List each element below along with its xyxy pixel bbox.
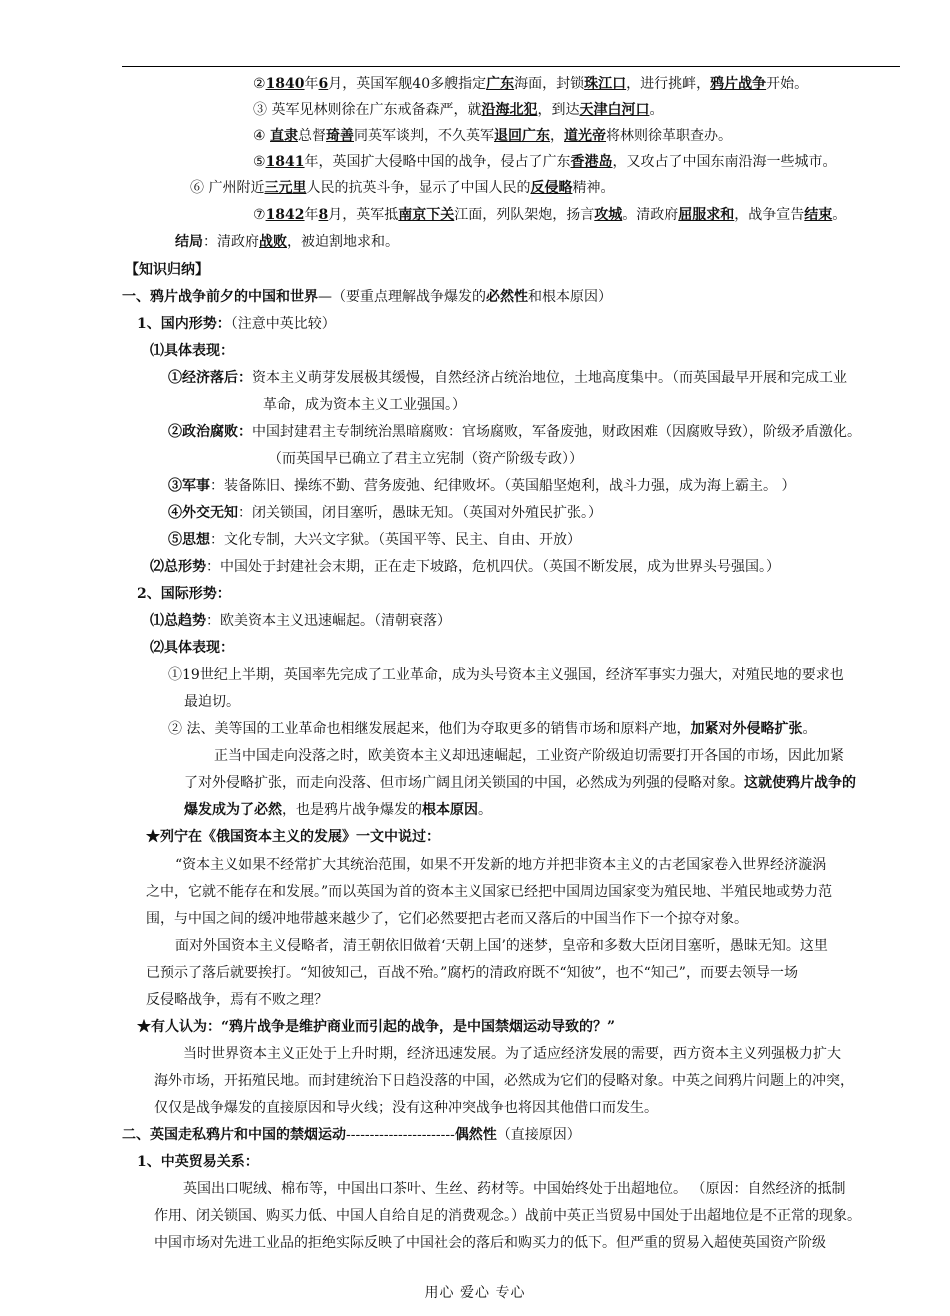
- text-run: “资本主义如果不经常扩大其统治范围，如果不开发新的地方并把非资本主义的古老国家卷入世界经济漩涡: [175, 857, 827, 873]
- text-run: ，战争宣告: [734, 207, 805, 223]
- text-run: 已预示了落后就要挨打。“知彼知己，百战不殆。”腐朽的清政府既不“知彼”，也不“知己”，而要去领导一场: [146, 965, 798, 981]
- text-line: [175, 232, 399, 252]
- text-run: 。清政府: [622, 207, 679, 223]
- text-line: [150, 557, 780, 577]
- text-line: [150, 341, 234, 361]
- text-line: [168, 530, 581, 550]
- text-run: （而英国早已确立了君主立宪制（资产阶级专政））: [268, 451, 583, 467]
- text-run: 海外市场，开拓殖民地。而封建统治下日趋没落的中国，必然成为它们的侵略对象。中英之间鸦片问题上的冲突，: [154, 1073, 854, 1089]
- text-run: ，被迫割地求和。: [287, 234, 399, 250]
- underlined-keyword: 道光帝: [564, 128, 607, 144]
- text-line: [146, 963, 798, 983]
- text-run: 作用、闭关锁国、购买力低、中国人自给自足的消费观念。）战前中英正当贸易中国处于出超地位是不正常的现象。: [154, 1208, 861, 1224]
- text-run: 总督: [298, 128, 327, 144]
- underlined-keyword: 南京下关: [398, 207, 455, 223]
- text-line: [184, 773, 856, 793]
- underlined-keyword: 直隶: [270, 128, 299, 144]
- bold-text: ★有人认为：“鸦片战争是维护商业而引起的战争，是中国禁烟运动导致的？”: [137, 1019, 616, 1035]
- text-run: 年，英国扩大侵略中国的战争，侵占了广东: [304, 154, 571, 170]
- underlined-keyword: 珠江口: [584, 76, 627, 92]
- underlined-keyword: 6: [318, 76, 329, 92]
- text-run: 月，英国军舰40多艘指定: [328, 76, 487, 92]
- text-line: [137, 1017, 615, 1037]
- bold-text: 【知识归纳】: [125, 262, 209, 278]
- bold-text: ②政治腐败：: [168, 424, 252, 440]
- bold-text: 加紧对外侵略扩张: [690, 721, 803, 737]
- text-line: [154, 1071, 854, 1091]
- text-line: [137, 314, 336, 334]
- text-line: [184, 692, 240, 712]
- bold-text: ⑵具体表现：: [150, 640, 234, 656]
- text-run: ③ 英军见林则徐在广东戒备森严，就: [253, 102, 482, 118]
- text-run: 围，与中国之间的缓冲地带越来越少了，它们必然要把古老而又落后的中国当作下一个掠夺对象。: [146, 911, 748, 927]
- underlined-keyword: 三元里: [264, 180, 307, 196]
- text-run: ②: [253, 76, 266, 92]
- bold-text: ★列宁在《俄国资本主义的发展》一文中说过：: [146, 829, 440, 845]
- bold-text: ⑵总形势: [150, 559, 206, 575]
- text-run: ⑦: [253, 207, 266, 223]
- underlined-keyword: 退回广东: [494, 128, 551, 144]
- text-line: [154, 1233, 826, 1253]
- text-run: 之中，它就不能存在和发展。”而以英国为首的资本主义国家已经把中国周边国家变为殖民地、半殖民地或势力范: [146, 884, 833, 900]
- underlined-keyword: 结束: [804, 207, 833, 223]
- text-line: [263, 395, 466, 415]
- text-run: 海面，封锁: [514, 76, 585, 92]
- text-run: ：欧美资本主义迅速崛起。（清朝衰落）: [206, 613, 451, 629]
- text-line: [146, 990, 328, 1010]
- text-line: [253, 126, 732, 146]
- text-run: 年: [304, 207, 319, 223]
- text-line: [154, 1098, 658, 1118]
- text-line: [253, 152, 837, 172]
- text-run: 人民的抗英斗争，显示了中国人民的: [306, 180, 531, 196]
- bold-text: 必然性: [486, 289, 528, 305]
- text-run: 面对外国资本主义侵略者，清王朝依旧做着‘天朝上国’的迷梦，皇帝和多数大臣闭目塞听，愚昧无知。这里: [175, 938, 828, 954]
- text-run: ④: [253, 128, 271, 144]
- text-line: [146, 827, 440, 847]
- bold-text: 根本原因: [422, 802, 478, 818]
- text-run: 。: [649, 102, 664, 118]
- bold-text: ⑤思想: [168, 532, 210, 548]
- text-run: （注意中英比较）: [230, 316, 336, 332]
- text-line: [168, 422, 861, 442]
- text-line: [122, 287, 612, 307]
- text-line: [137, 584, 231, 604]
- bold-text: 爆发成为了必然: [184, 802, 282, 818]
- text-line: [150, 611, 451, 631]
- text-run: ，也是鸦片战争爆发的: [282, 802, 422, 818]
- text-run: 资本主义萌芽发展极其缓慢，自然经济占统治地位，土地高度集中。（而英国最早开展和完成工业: [252, 370, 847, 386]
- text-line: [150, 638, 234, 658]
- text-line: [146, 882, 832, 902]
- bold-text: 1、国内形势：: [137, 316, 231, 332]
- text-line: [154, 1206, 861, 1226]
- text-run: 革命，成为资本主义工业强国。）: [263, 397, 466, 413]
- text-run: —（要重点理解战争爆发的: [318, 289, 486, 305]
- text-run: 。: [802, 721, 817, 737]
- bold-text: 结局: [175, 234, 203, 250]
- text-line: [146, 909, 748, 929]
- text-run: ，到达: [537, 102, 580, 118]
- text-run: 。: [478, 802, 492, 818]
- text-line: [253, 205, 846, 225]
- text-run: 中国封建君主专制统治黑暗腐败：官场腐败，军备废弛，财政困难（因腐败导致），阶级矛盾激化。: [252, 424, 861, 440]
- text-line: [214, 746, 844, 766]
- text-run: 江面，列队架炮，扬言: [454, 207, 595, 223]
- text-line: [253, 74, 808, 94]
- text-run: 。: [832, 207, 847, 223]
- text-run: ：中国处于封建社会末期，正在走下坡路，危机四伏。（英国不断发展，成为世界头号强国。）: [206, 559, 780, 575]
- text-run: 年: [304, 76, 319, 92]
- text-run: ①19世纪上半期，英国率先完成了工业革命，成为头号资本主义强国，经济军事实力强大，对殖民地的要求也: [168, 667, 844, 683]
- underlined-keyword: 8: [318, 207, 329, 223]
- text-run: ：文化专制，大兴文字狱。（英国平等、民主、自由、开放）: [210, 532, 581, 548]
- text-run: ⑥ 广州附近: [190, 180, 265, 196]
- page-footer: 用心 爱心 专心: [424, 1285, 526, 1301]
- text-line: [137, 1152, 259, 1172]
- bold-text: ⑴总趋势: [150, 613, 206, 629]
- underlined-keyword: 1841: [265, 154, 305, 170]
- text-line: [168, 665, 844, 685]
- text-run: 精神。: [572, 180, 615, 196]
- text-run: ：闭关锁国，闭目塞听，愚昧无知。（英国对外殖民扩张。）: [238, 505, 602, 521]
- text-run: ，: [550, 128, 565, 144]
- text-run: ② 法、美等国的工业革命也相继发展起来，他们为夺取更多的销售市场和原料产地，: [168, 721, 691, 737]
- underlined-keyword: 屈服求和: [678, 207, 735, 223]
- text-run: 将林则徐革职查办。: [606, 128, 733, 144]
- bold-text: 1、中英贸易关系：: [137, 1154, 259, 1170]
- underlined-keyword: 香港岛: [570, 154, 613, 170]
- text-run: 仅仅是战争爆发的直接原因和导火线；没有这种冲突战争也将因其他借口而发生。: [154, 1100, 658, 1116]
- text-line: [168, 368, 847, 388]
- text-line: [175, 855, 826, 875]
- text-line: [168, 719, 816, 739]
- underlined-keyword: 天津白河口: [579, 102, 650, 118]
- text-run: （直接原因）: [496, 1127, 581, 1143]
- text-run: ，又攻占了中国东南沿海一些城市。: [612, 154, 837, 170]
- bold-text: 二、英国走私鸦片和中国的禁烟运动: [122, 1127, 346, 1143]
- bold-text: ③军事: [168, 478, 210, 494]
- underlined-keyword: 广东: [486, 76, 515, 92]
- text-line: [125, 260, 209, 280]
- underlined-keyword: 攻城: [594, 207, 623, 223]
- underlined-keyword: 鸦片战争: [710, 76, 767, 92]
- bold-text: 一、鸦片战争前夕的中国和世界: [122, 289, 318, 305]
- underlined-keyword: 战败: [259, 234, 287, 250]
- text-run: 和根本原因）: [528, 289, 612, 305]
- text-run: ，进行挑衅，: [626, 76, 711, 92]
- text-run: 了对外侵略扩张，而走向没落、但市场广阔且闭关锁国的中国，必然成为列强的侵略对象。: [184, 775, 744, 791]
- underlined-keyword: 沿海北犯: [481, 102, 538, 118]
- text-line: [122, 1125, 581, 1145]
- text-run: 英国出口呢绒、棉布等，中国出口茶叶、生丝、药材等。中国始终处于出超地位。 （原因：自然经济的抵制: [183, 1181, 846, 1197]
- text-line: [183, 1044, 841, 1064]
- text-run: -----------------------: [346, 1127, 455, 1143]
- text-line: [268, 449, 583, 469]
- text-line: [183, 1179, 845, 1199]
- bold-text: ⑴具体表现：: [150, 343, 234, 359]
- text-run: 开始。: [766, 76, 809, 92]
- text-line: [253, 100, 663, 120]
- bold-text: ④外交无知: [168, 505, 238, 521]
- text-run: 当时世界资本主义正处于上升时期，经济迅速发展。为了适应经济发展的需要，西方资本主义列强极力扩大: [183, 1046, 841, 1062]
- underlined-keyword: 反侵略: [530, 180, 573, 196]
- bold-text: 偶然性: [454, 1127, 497, 1143]
- bold-text: ①经济落后：: [168, 370, 252, 386]
- bold-text: 这就使鸦片战争的: [744, 775, 856, 791]
- underlined-keyword: 1842: [265, 207, 305, 223]
- text-line: [168, 503, 602, 523]
- text-run: 同英军谈判，不久英军: [354, 128, 495, 144]
- text-run: 中国市场对先进工业品的拒绝实际反映了中国社会的落后和购买力的低下。但严重的贸易入超使英国资产阶级: [154, 1235, 826, 1251]
- text-line: [175, 936, 828, 956]
- text-run: ：清政府: [203, 234, 259, 250]
- text-run: ⑤: [253, 154, 266, 170]
- text-run: ：装备陈旧、操练不勤、营务废弛、纪律败坏。（英国船坚炮利，战斗力强，成为海上霸主。 ）: [210, 478, 796, 494]
- text-line: [184, 800, 492, 820]
- header-rule: [122, 66, 900, 67]
- text-run: 最迫切。: [184, 694, 240, 710]
- underlined-keyword: 1840: [265, 76, 305, 92]
- text-run: 反侵略战争，焉有不败之理？: [146, 992, 328, 1008]
- text-run: 月，英军抵: [328, 207, 399, 223]
- text-run: 正当中国走向没落之时，欧美资本主义却迅速崛起，工业资产阶级迫切需要打开各国的市场，因此加紧: [214, 748, 844, 764]
- bold-text: 2、国际形势：: [137, 586, 231, 602]
- text-line: [168, 476, 795, 496]
- text-line: [190, 178, 614, 198]
- underlined-keyword: 琦善: [326, 128, 355, 144]
